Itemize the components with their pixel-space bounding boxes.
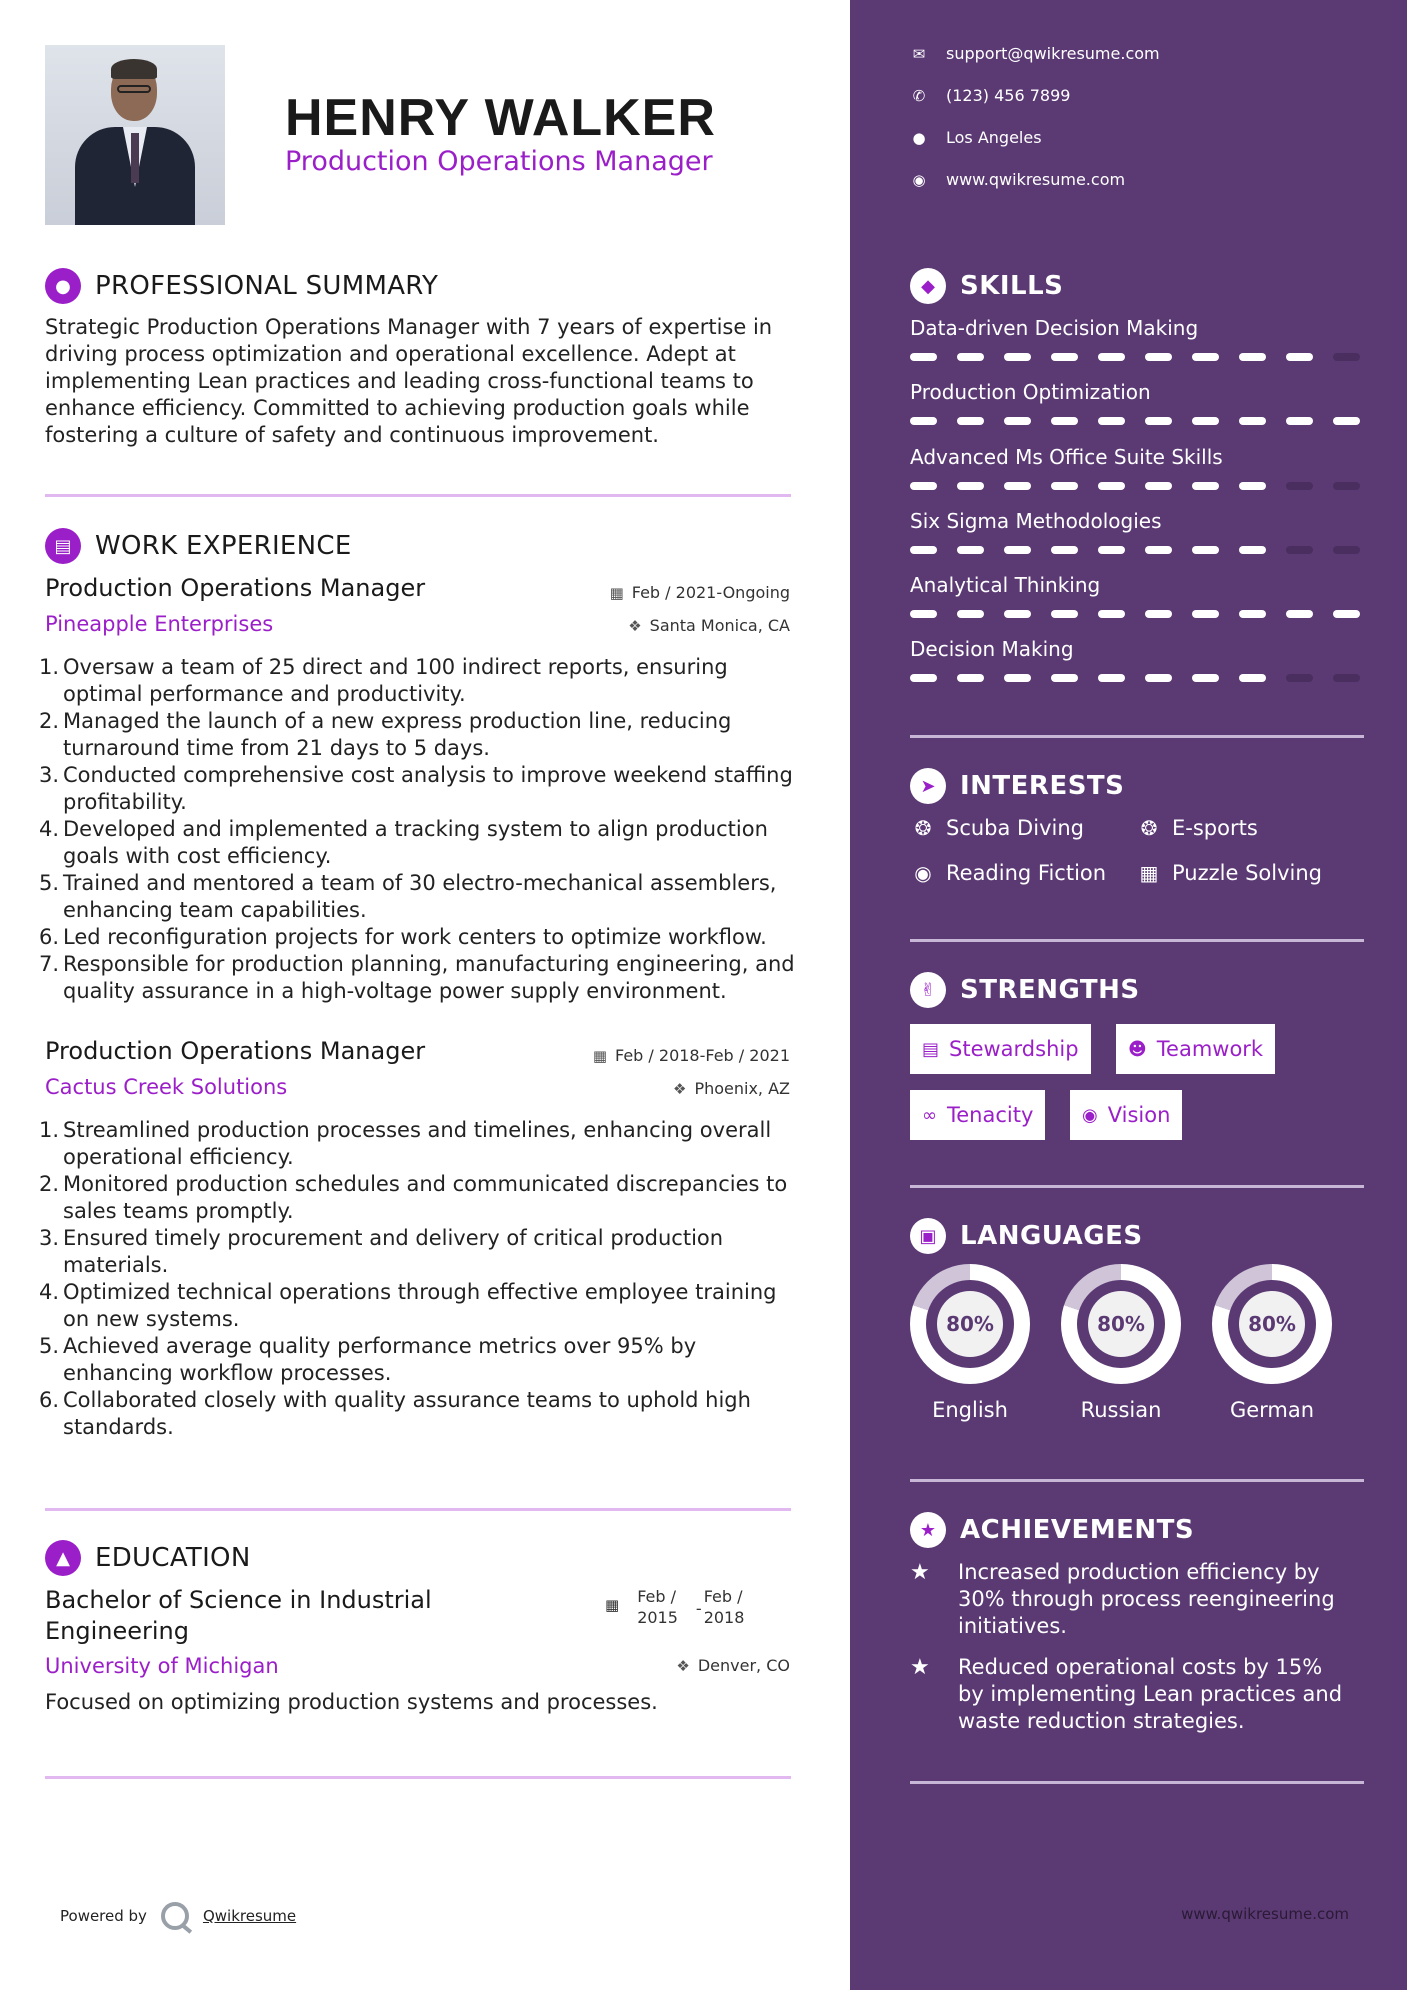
lifebuoy-icon: ❂ (1140, 816, 1158, 840)
fist-icon: ✌ (910, 972, 946, 1008)
brand-link[interactable]: Qwikresume (202, 1907, 297, 1925)
skill-name: Production Optimization (910, 380, 1151, 404)
skill-dash (1098, 674, 1125, 682)
sidebar-divider (910, 1479, 1364, 1482)
language-icon: ▣ (910, 1218, 946, 1254)
strength-chip: ☻ Teamwork (1116, 1024, 1275, 1074)
skill-dash (1239, 482, 1266, 490)
skill-dash (910, 610, 937, 618)
job-company: Pineapple Enterprises (45, 612, 274, 636)
education-title: EDUCATION (95, 1543, 251, 1573)
pin-icon: ❖ (672, 1079, 687, 1098)
skill-dash (1145, 674, 1172, 682)
gamepad-icon: ◉ (914, 861, 932, 885)
section-divider (45, 494, 791, 497)
skill-bar (910, 546, 1360, 554)
skill-name: Analytical Thinking (910, 573, 1101, 597)
phone-icon: ✆ (912, 86, 926, 105)
list-item: 1. Oversaw a team of 25 direct and 100 indirect reports, ensuring optimal performance and productivity. (39, 655, 728, 706)
skill-bar (910, 353, 1360, 361)
interest-item: ◉ Reading Fiction (910, 861, 1106, 885)
star-icon: ★ (910, 1512, 946, 1548)
skill-name: Decision Making (910, 637, 1074, 661)
link-icon: ∞ (922, 1104, 937, 1126)
section-divider (45, 1508, 791, 1511)
skill-dash (1333, 674, 1360, 682)
qwikresume-logo-icon (161, 1902, 189, 1930)
sidebar (850, 0, 1407, 1990)
degree-line-2: Engineering (45, 1617, 189, 1645)
skill-dash (1051, 353, 1078, 361)
skill-dash (1051, 546, 1078, 554)
sidebar-divider (910, 939, 1364, 942)
languages-heading (910, 1218, 1143, 1254)
list-item: 2. Managed the launch of a new express production line, reducing turnaround time from 21 days to 5 days. (39, 709, 732, 760)
list-item: 5. Trained and mentored a team of 30 electro-mechanical assemblers, enhancing team capabilities. (39, 871, 777, 922)
interest-item: ❂ E-sports (1136, 816, 1258, 840)
skill-dash (910, 417, 937, 425)
list-item: 6. Collaborated closely with quality assurance teams to uphold high standards. (39, 1388, 751, 1439)
strengths-title: STRENGTHS (960, 975, 1140, 1005)
strength-chip: ◉ Vision (1070, 1090, 1182, 1140)
skill-dash (1004, 482, 1031, 490)
skill-dash (1286, 417, 1313, 425)
job-dates: ▦ Feb / 2021-Ongoing (609, 583, 790, 602)
summary-heading (45, 268, 438, 304)
school-name: University of Michigan (45, 1654, 279, 1678)
profile-photo (45, 45, 225, 225)
contact-phone[interactable]: ✆ (123) 456 7899 (910, 86, 1070, 105)
summary-text: Strategic Production Operations Manager with 7 years of expertise in driving process optimization and operational excellence. Adept at implementing Lean practices and leading cross-functional teams to enhance efficiency. Committed to achieving production goals while fostering a culture of safety and continuous improvement. (45, 315, 773, 447)
summary-title: PROFESSIONAL SUMMARY (95, 271, 439, 301)
achievements-heading (910, 1512, 1194, 1548)
strength-chip: ∞ Tenacity (910, 1090, 1045, 1140)
lifebuoy-icon: ❂ (914, 816, 932, 840)
candidate-name: HENRY WALKER (285, 89, 716, 147)
list-item: 1. Streamlined production processes and timelines, enhancing overall operational efficiency. (39, 1118, 772, 1169)
skill-dash (1192, 674, 1219, 682)
skills-title: SKILLS (960, 271, 1064, 301)
skill-dash (1286, 674, 1313, 682)
strengths-heading (910, 972, 1140, 1008)
language-name: English (932, 1398, 1008, 1422)
briefcase-icon: ▤ (45, 528, 81, 564)
skill-dash (1145, 546, 1172, 554)
skill-dash (1098, 417, 1125, 425)
pin-icon: ❖ (628, 616, 642, 635)
interest-item: ▦ Puzzle Solving (1136, 861, 1322, 885)
interests-heading (910, 768, 1124, 804)
language-name: Russian (1080, 1398, 1162, 1422)
graduate-icon: ▲ (45, 1540, 81, 1576)
job-company: Cactus Creek Solutions (45, 1075, 288, 1099)
skill-dash (1239, 610, 1266, 618)
list-item: 5. Achieved average quality performance metrics over 95% by enhancing workflow processes. (39, 1334, 697, 1385)
skill-dash (1004, 674, 1031, 682)
skill-dash (1051, 417, 1078, 425)
envelope-icon: ✉ (912, 44, 926, 63)
calendar-icon: ▦ (592, 1046, 607, 1065)
skill-dash (1239, 417, 1266, 425)
degree-line-1: Bachelor of Science in Industrial (45, 1586, 432, 1614)
education-location: ❖ Denver, CO (676, 1656, 790, 1675)
skill-dash (1004, 610, 1031, 618)
skill-dash (1333, 353, 1360, 361)
contact-website[interactable]: ◉ www.qwikresume.com (910, 170, 1125, 189)
skill-dash (957, 417, 984, 425)
job-bullets (39, 654, 805, 1005)
user-icon: ● (45, 268, 81, 304)
list-item: 7. Responsible for production planning, manufacturing engineering, and quality assurance in a high-voltage power supply environment. (39, 952, 795, 1003)
achievement-item: ★ Increased production efficiency by 30% through process reengineering initiatives. (910, 1560, 1335, 1638)
skill-dash (1333, 546, 1360, 554)
briefcase-icon: ▤ (922, 1038, 940, 1060)
skill-dash (1286, 353, 1313, 361)
skill-bar (910, 610, 1360, 618)
language-name: German (1229, 1398, 1315, 1422)
skill-dash (1333, 417, 1360, 425)
skill-dash (957, 353, 984, 361)
job-dates: ▦ Feb / 2018-Feb / 2021 (592, 1046, 790, 1065)
skill-dash (1239, 353, 1266, 361)
skill-dash (1051, 610, 1078, 618)
skill-dash (1145, 610, 1172, 618)
skill-name: Data-driven Decision Making (910, 316, 1199, 340)
achievement-item: ★ Reduced operational costs by 15% by implementing Lean practices and waste reduction strategies. (910, 1655, 1343, 1733)
skill-dash (1286, 482, 1313, 490)
job-bullets (39, 1117, 805, 1441)
powered-by: Powered by Qwikresume (60, 1902, 296, 1930)
skill-dash (1192, 610, 1219, 618)
skill-dash (910, 546, 937, 554)
interest-item: ❂ Scuba Diving (910, 816, 1084, 840)
language-ring: 80% (910, 1264, 1030, 1384)
skill-bar (910, 482, 1360, 490)
skill-dash (1098, 353, 1125, 361)
skill-dash (1051, 482, 1078, 490)
skill-dash (1192, 482, 1219, 490)
skill-dash (957, 610, 984, 618)
skill-dash (1192, 417, 1219, 425)
skill-dash (1004, 417, 1031, 425)
job-title: Production Operations Manager (45, 1037, 426, 1065)
job-title: Production Operations Manager (45, 574, 426, 602)
skill-dash (1098, 482, 1125, 490)
skill-dash (1145, 353, 1172, 361)
skill-name: Six Sigma Methodologies (910, 509, 1162, 533)
job-location: ❖ Phoenix, AZ (672, 1079, 790, 1098)
candidate-role: Production Operations Manager (285, 146, 713, 177)
skill-dash (1145, 417, 1172, 425)
education-description: Focused on optimizing production systems and processes. (45, 1690, 658, 1714)
language-item (1210, 1264, 1334, 1422)
book-icon: ▦ (1139, 861, 1159, 885)
job-location: ❖ Santa Monica, CA (628, 616, 790, 635)
education-dates: ▦ Feb / 2015 - Feb / 2018 (605, 1587, 745, 1627)
paper-plane-icon: ➤ (910, 768, 946, 804)
calendar-icon: ▦ (605, 1596, 620, 1614)
skill-dash (1239, 674, 1266, 682)
skill-dash (957, 482, 984, 490)
language-ring: 80% (1212, 1264, 1332, 1384)
strength-chip: ▤ Stewardship (910, 1024, 1091, 1074)
skill-name: Advanced Ms Office Suite Skills (910, 445, 1223, 469)
skill-dash (957, 674, 984, 682)
languages-title: LANGUAGES (960, 1221, 1143, 1251)
skill-dash (1145, 482, 1172, 490)
language-item (1059, 1264, 1183, 1422)
skill-bar (910, 417, 1360, 425)
shooting-star-icon: ★ (910, 1560, 930, 1585)
language-ring: 80% (1061, 1264, 1181, 1384)
footer-url[interactable]: www.qwikresume.com (1181, 1905, 1349, 1923)
language-item (908, 1264, 1032, 1422)
skill-dash (910, 674, 937, 682)
experience-title: WORK EXPERIENCE (95, 531, 352, 561)
calendar-icon: ▦ (609, 583, 624, 602)
contact-email[interactable]: ✉ support@qwikresume.com (910, 44, 1160, 63)
skill-dash (1004, 353, 1031, 361)
pin-icon: ❖ (676, 1656, 690, 1675)
map-pin-icon: ● (912, 128, 926, 147)
binoculars-icon: ◉ (1082, 1104, 1098, 1126)
skill-dash (1333, 610, 1360, 618)
skill-dash (910, 482, 937, 490)
skill-dash (1286, 610, 1313, 618)
sidebar-divider (910, 1781, 1364, 1784)
list-item: 4. Developed and implemented a tracking system to align production goals with cost efficiency. (39, 817, 768, 868)
sidebar-divider (910, 735, 1364, 738)
skill-dash (1333, 482, 1360, 490)
list-item: 6. Led reconfiguration projects for work centers to optimize workflow. (39, 925, 767, 949)
skill-dash (910, 353, 937, 361)
list-item: 3. Conducted comprehensive cost analysis to improve weekend staffing profitability. (39, 763, 793, 814)
shooting-star-icon: ★ (910, 1655, 930, 1680)
experience-heading (45, 528, 352, 564)
section-divider (45, 1776, 791, 1779)
skill-bar (910, 674, 1360, 682)
contact-location: ● Los Angeles (910, 128, 1042, 147)
skills-heading (910, 268, 1063, 304)
skill-dash (1098, 546, 1125, 554)
skill-dash (1098, 610, 1125, 618)
interests-title: INTERESTS (960, 771, 1125, 801)
achievements-title: ACHIEVEMENTS (960, 1515, 1195, 1545)
lightbulb-icon: ◆ (910, 268, 946, 304)
skill-dash (1239, 546, 1266, 554)
list-item: 4. Optimized technical operations through effective employee training on new systems. (39, 1280, 777, 1331)
sidebar-divider (910, 1185, 1364, 1188)
globe-icon: ◉ (912, 170, 926, 189)
skill-dash (1051, 674, 1078, 682)
users-icon: ☻ (1128, 1038, 1147, 1060)
education-heading (45, 1540, 251, 1576)
skill-dash (1286, 546, 1313, 554)
skill-dash (1192, 546, 1219, 554)
skill-dash (957, 546, 984, 554)
skill-dash (1192, 353, 1219, 361)
skill-dash (1004, 546, 1031, 554)
list-item: 2. Monitored production schedules and communicated discrepancies to sales teams promptly. (39, 1172, 788, 1223)
list-item: 3. Ensured timely procurement and delivery of critical production materials. (39, 1226, 724, 1277)
